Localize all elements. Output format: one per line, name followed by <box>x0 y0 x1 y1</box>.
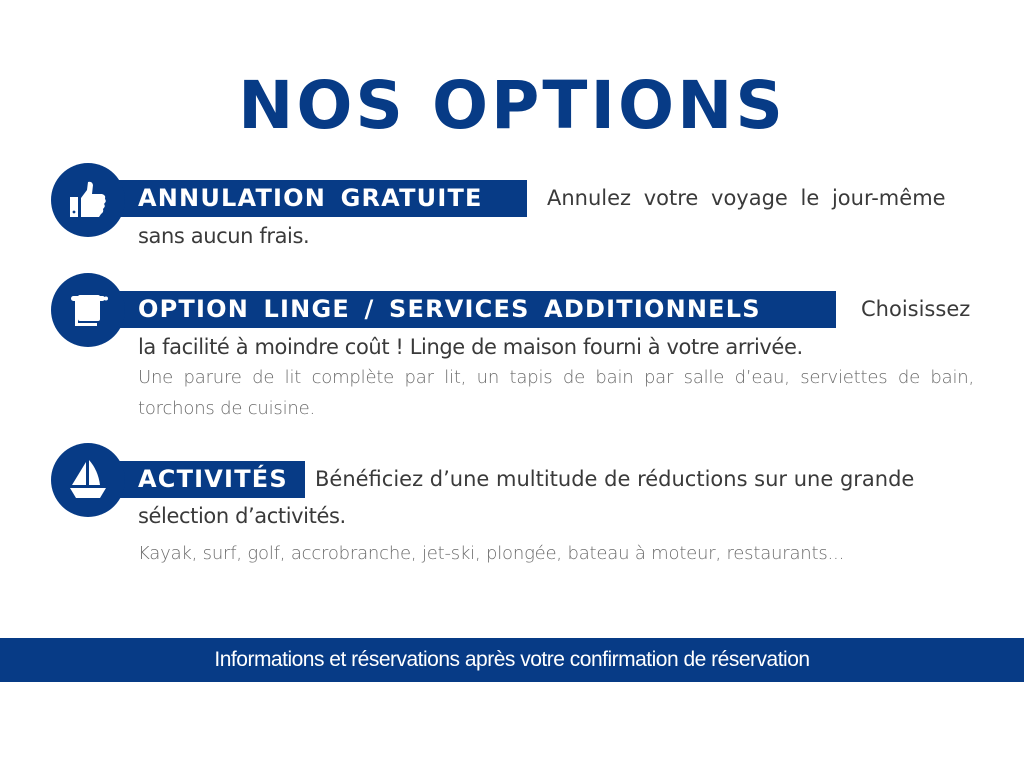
thumbs-up-icon <box>51 163 125 237</box>
option-lead-text: Choisissez <box>861 297 971 321</box>
option-label: ANNULATION GRATUITE <box>138 184 483 212</box>
footer-text: Informations et réservations après votre confirmation de réservation <box>214 648 810 671</box>
page-title: NOS OPTIONS <box>238 67 786 144</box>
option-lead-text: Annulez votre voyage le jour-même <box>547 186 946 210</box>
sailboat-icon <box>51 443 125 517</box>
option-lead-text: Bénéficiez d’une multitude de réductions sur une grande <box>315 467 915 491</box>
option-line2-text: la facilité à moindre coût ! Linge de maison fourni à votre arrivée. <box>138 335 803 359</box>
option-detail-text: Kayak, surf, golf, accrobranche, jet-ski, plongée, bateau à moteur, restaurants... <box>138 543 845 564</box>
option-label: ACTIVITÉS <box>138 465 288 493</box>
option-line2-text: sans aucun frais. <box>138 224 310 248</box>
option-line2-text: sélection d’activités. <box>138 504 346 528</box>
towel-icon <box>51 273 125 347</box>
option-label: OPTION LINGE / SERVICES ADDITIONNELS <box>138 295 761 323</box>
option-detail-text: Une parure de lit complète par lit, un tapis de bain par salle d’eau, serviettes de bain, torchons de cuisine. <box>138 367 974 419</box>
footer-banner <box>0 638 1024 682</box>
